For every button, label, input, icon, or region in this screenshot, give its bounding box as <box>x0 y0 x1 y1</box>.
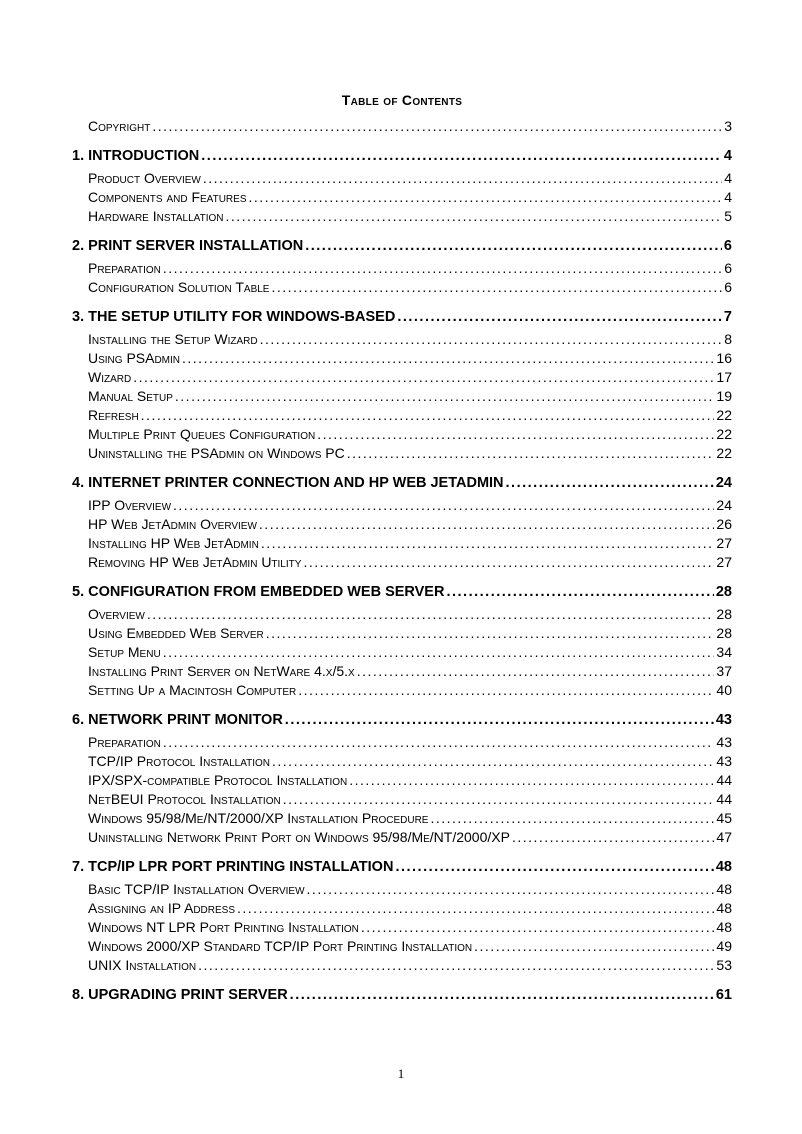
toc-entry <box>72 956 732 975</box>
toc-entry-label: 5. CONFIGURATION FROM EMBEDDED WEB SERVER <box>72 584 445 600</box>
dot-leader <box>141 406 715 425</box>
dot-leader <box>307 880 715 899</box>
dot-leader <box>474 937 714 956</box>
toc-entry-page: 28 <box>716 606 732 622</box>
toc-entry-label: Assigning an IP Address <box>88 900 236 916</box>
toc-entry-page: 43 <box>716 734 732 750</box>
toc-entry <box>72 771 732 790</box>
toc-entry <box>72 937 732 956</box>
toc-entry <box>72 425 732 444</box>
dot-leader <box>261 534 715 553</box>
toc-entry <box>72 278 732 297</box>
toc-entry-label: Wizard <box>88 369 132 385</box>
dot-leader <box>152 117 722 136</box>
toc-entry-label: IPP Overview <box>88 497 172 513</box>
toc-entry-page: 3 <box>724 118 732 134</box>
dot-leader <box>357 662 715 681</box>
toc-entry-page: 48 <box>716 919 732 935</box>
toc-entry-page: 24 <box>715 475 732 491</box>
toc-entry-label: TCP/IP Protocol Installation <box>88 753 271 769</box>
toc-entry-page: 40 <box>716 682 732 698</box>
toc-entry <box>72 809 732 828</box>
toc-entry-page: 53 <box>716 957 732 973</box>
toc-entry-label: IPX/SPX-compatible Protocol Installation <box>88 772 348 788</box>
toc-entry-label: 8. UPGRADING PRINT SERVER <box>72 987 288 1003</box>
dot-leader <box>303 553 714 572</box>
dot-leader <box>266 624 715 643</box>
dot-leader <box>317 425 714 444</box>
dot-leader <box>271 278 722 297</box>
toc-entry-label: Hardware Installation <box>88 208 224 224</box>
dot-leader <box>512 828 714 847</box>
dot-leader <box>446 583 713 602</box>
toc-entry-label: Uninstalling the PSAdmin on Windows PC <box>88 445 345 461</box>
dot-leader <box>133 368 714 387</box>
toc-entry <box>72 515 732 534</box>
toc-entry <box>72 643 732 662</box>
toc-entry <box>72 711 732 730</box>
toc-entry <box>72 790 732 809</box>
toc-entry-label: Product Overview <box>88 170 201 186</box>
toc-entry-page: 48 <box>716 900 732 916</box>
dot-leader <box>163 259 722 278</box>
toc-entry <box>72 553 732 572</box>
toc-entry-label: 3. THE SETUP UTILITY FOR WINDOWS-BASED <box>72 309 396 325</box>
dot-leader <box>430 809 714 828</box>
toc-entry-label: 4. INTERNET PRINTER CONNECTION AND HP WEB JETADMIN <box>72 475 504 491</box>
toc-entry <box>72 681 732 700</box>
toc-entry-label: Multiple Print Queues Configuration <box>88 426 316 442</box>
toc-entry-page: 27 <box>716 554 732 570</box>
toc-entry <box>72 330 732 349</box>
toc-entry <box>72 259 732 278</box>
toc-entry-page: 6 <box>724 260 732 276</box>
toc-entry <box>72 899 732 918</box>
toc-entry <box>72 349 732 368</box>
toc-entry-label: Installing Print Server on NetWare 4.x/5.x <box>88 663 355 679</box>
footer-page-number: 1 <box>397 1066 405 1081</box>
dot-leader <box>298 681 714 700</box>
dot-leader <box>506 474 714 493</box>
toc-entry <box>72 624 732 643</box>
toc-entry-page: 22 <box>716 445 732 461</box>
dot-leader <box>175 387 715 406</box>
toc-entry-label: Manual Setup <box>88 388 173 404</box>
toc-entry-label: Setting Up a Macintosh Computer <box>88 682 297 698</box>
toc-entry-page: 28 <box>715 584 732 600</box>
toc-entry-page: 37 <box>716 663 732 679</box>
toc-entry-label: 6. NETWORK PRINT MONITOR <box>72 712 283 728</box>
toc-entry-page: 19 <box>716 388 732 404</box>
toc-entry <box>72 444 732 463</box>
toc-entry <box>72 406 732 425</box>
dot-leader <box>203 169 722 188</box>
toc-entry <box>72 605 732 624</box>
toc-entry-page: 8 <box>724 331 732 347</box>
toc-entry-label: Configuration Solution Table <box>88 279 270 295</box>
dot-leader <box>173 496 714 515</box>
toc-entry-label: 2. PRINT SERVER INSTALLATION <box>72 238 304 254</box>
dot-leader <box>182 349 714 368</box>
dot-leader <box>249 188 723 207</box>
toc-entry-label: 1. INTRODUCTION <box>72 148 200 164</box>
toc-section <box>72 92 732 1008</box>
dot-leader <box>347 444 715 463</box>
dot-leader <box>290 986 714 1005</box>
dot-leader <box>305 237 722 256</box>
toc-entry-page: 43 <box>715 712 732 728</box>
dot-leader <box>361 918 715 937</box>
toc-entry-page: 48 <box>715 859 732 875</box>
dot-leader <box>198 956 714 975</box>
dot-leader <box>259 515 715 534</box>
toc-entry-label: Components and Features <box>88 189 247 205</box>
toc-entry-page: 5 <box>724 208 732 224</box>
toc-entry <box>72 117 732 136</box>
toc-entry <box>72 662 732 681</box>
toc-entry-label: NetBEUI Protocol Installation <box>88 791 281 807</box>
toc-entry-page: 7 <box>723 309 732 325</box>
toc-entry <box>72 169 732 188</box>
toc-entry-label: 7. TCP/IP LPR PORT PRINTING INSTALLATION <box>72 859 394 875</box>
toc-entry-page: 44 <box>716 791 732 807</box>
toc-entry-page: 61 <box>715 987 732 1003</box>
toc-entry <box>72 583 732 602</box>
dot-leader <box>163 643 715 662</box>
toc-entry-label: Setup Menu <box>88 644 161 660</box>
toc-entry-label: HP Web JetAdmin Overview <box>88 516 257 532</box>
dot-leader <box>147 605 715 624</box>
toc-entry-page: 47 <box>716 829 732 845</box>
toc-entry-label: Using Embedded Web Server <box>88 625 264 641</box>
toc-entry <box>72 147 732 166</box>
toc-entry <box>72 534 732 553</box>
toc-entry-label: Refresh <box>88 407 139 423</box>
toc-entry <box>72 858 732 877</box>
toc-entry-page: 17 <box>716 369 732 385</box>
toc-entry-page: 44 <box>716 772 732 788</box>
toc-entry-page: 48 <box>716 881 732 897</box>
toc-entry-label: Preparation <box>88 734 161 750</box>
toc-entry-label: Windows NT LPR Port Printing Installation <box>88 919 359 935</box>
dot-leader <box>272 752 714 771</box>
toc-entry-page: 6 <box>723 238 732 254</box>
toc-entry-page: 49 <box>716 938 732 954</box>
toc-entry-label: Installing HP Web JetAdmin <box>88 535 259 551</box>
dot-leader <box>349 771 714 790</box>
toc-entry <box>72 308 732 327</box>
toc-entry-label: Overview <box>88 606 145 622</box>
toc-entry-label: Preparation <box>88 260 161 276</box>
dot-leader <box>397 308 722 327</box>
toc-entry-label: Uninstalling Network Print Port on Windows 95/98/Me/NT/2000/XP <box>88 829 510 845</box>
toc-entry-page: 22 <box>716 407 732 423</box>
toc-entry <box>72 496 732 515</box>
toc-entry-page: 4 <box>724 189 732 205</box>
toc-entry-label: Windows 95/98/Me/NT/2000/XP Installation Procedure <box>88 810 429 826</box>
toc-entry-page: 22 <box>716 426 732 442</box>
toc-entry <box>72 474 732 493</box>
toc-entry-label: Windows 2000/XP Standard TCP/IP Port Printing Installation <box>88 938 473 954</box>
toc-entry <box>72 918 732 937</box>
toc-entry <box>72 986 732 1005</box>
dot-leader <box>163 733 715 752</box>
toc-entry <box>72 368 732 387</box>
toc-entry <box>72 387 732 406</box>
toc-entry <box>72 752 732 771</box>
toc-entry-label: Installing the Setup Wizard <box>88 331 258 347</box>
toc-entry-label: Removing HP Web JetAdmin Utility <box>88 554 302 570</box>
toc-entry-page: 6 <box>724 279 732 295</box>
toc-entry-page: 4 <box>724 170 732 186</box>
dot-leader <box>237 899 714 918</box>
toc-entry-label: UNIX Installation <box>88 957 197 973</box>
dot-leader <box>260 330 723 349</box>
toc-title: Table of Contents <box>341 92 463 108</box>
toc-entry <box>72 188 732 207</box>
toc-entry-page: 16 <box>716 350 732 366</box>
toc-entry <box>72 237 732 256</box>
toc-list <box>72 117 732 1005</box>
dot-leader <box>201 147 722 166</box>
dot-leader <box>395 858 713 877</box>
toc-entry <box>72 733 732 752</box>
toc-entry-page: 43 <box>716 753 732 769</box>
toc-entry <box>72 880 732 899</box>
toc-entry-page: 4 <box>723 148 732 164</box>
toc-entry-label: Using PSAdmin <box>88 350 181 366</box>
dot-leader <box>285 711 714 730</box>
dot-leader <box>283 790 715 809</box>
toc-entry-page: 24 <box>716 497 732 513</box>
toc-entry-page: 45 <box>716 810 732 826</box>
toc-entry-page: 27 <box>716 535 732 551</box>
toc-entry <box>72 828 732 847</box>
dot-leader <box>226 207 723 226</box>
toc-entry-page: 28 <box>716 625 732 641</box>
toc-entry <box>72 207 732 226</box>
toc-entry-label: Basic TCP/IP Installation Overview <box>88 881 305 897</box>
toc-entry-label: Copyright <box>88 118 151 134</box>
toc-entry-page: 34 <box>716 644 732 660</box>
toc-entry-page: 26 <box>716 516 732 532</box>
